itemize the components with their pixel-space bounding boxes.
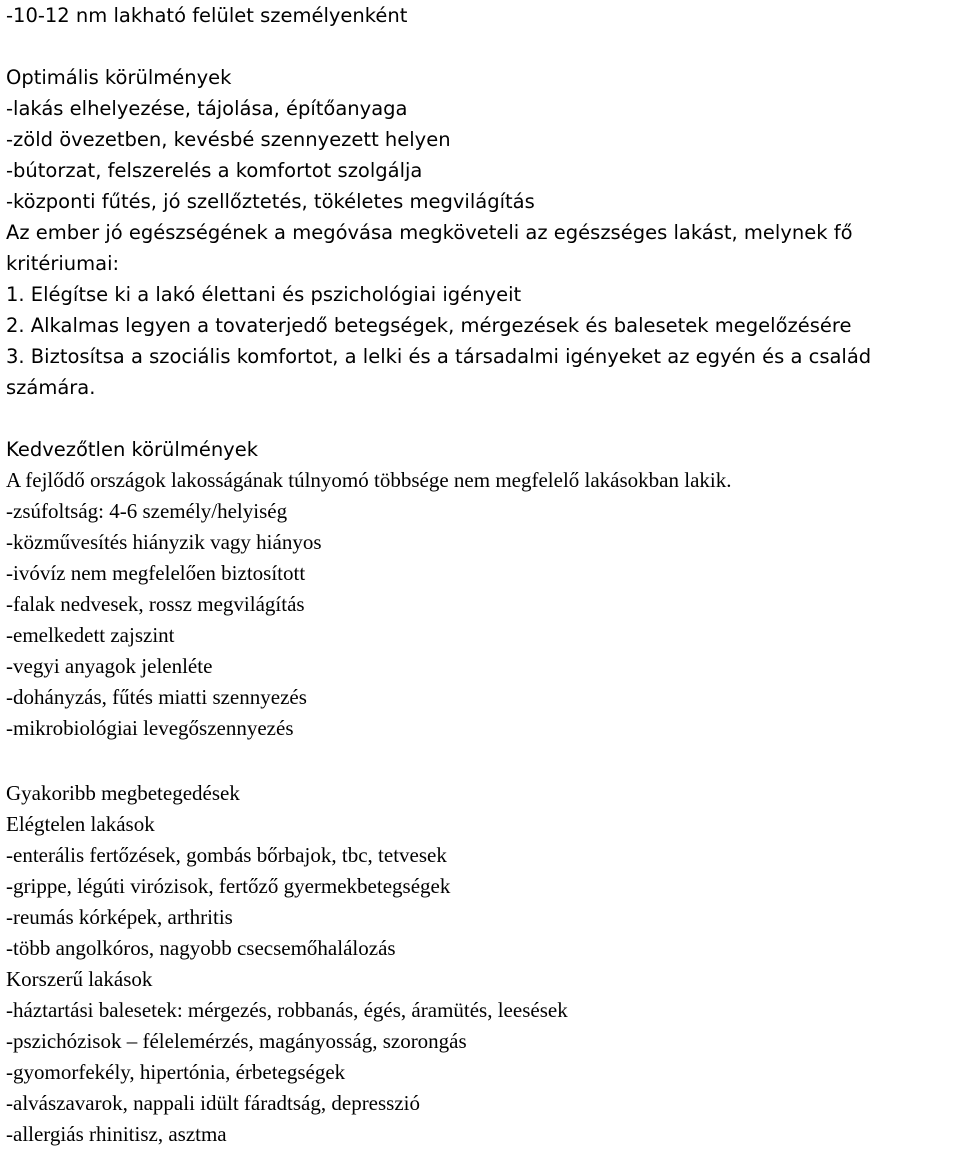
paragraph-line: kritériumai: bbox=[6, 252, 120, 275]
list-item: -központi fűtés, jó szellőztetés, tökéletes megvilágítás bbox=[6, 190, 535, 213]
spacer bbox=[6, 403, 954, 434]
list-item: -gyomorfekély, hipertónia, érbetegségek bbox=[6, 1060, 346, 1084]
section-heading-unfavorable: Kedvezőtlen körülmények bbox=[6, 438, 259, 461]
list-item: -mikrobiológiai levegőszennyezés bbox=[6, 716, 294, 740]
list-item: -falak nedvesek, rossz megvilágítás bbox=[6, 592, 305, 616]
paragraph-line: A fejlődő országok lakosságának túlnyomó többsége nem megfelelő lakásokban lakik. bbox=[6, 468, 732, 492]
numbered-item: 2. Alkalmas legyen a tovaterjedő betegségek, mérgezések és balesetek megelőzésére bbox=[6, 314, 852, 337]
subheading-modern-housing: Korszerű lakások bbox=[6, 967, 153, 991]
list-item: -zsúfoltság: 4-6 személy/helyiség bbox=[6, 499, 288, 523]
document-page bbox=[6, 0, 954, 1150]
section-heading-diseases: Gyakoribb megbetegedések bbox=[6, 781, 240, 805]
subheading-inadequate-housing: Elégtelen lakások bbox=[6, 812, 155, 836]
list-item: -reumás kórképek, arthritis bbox=[6, 905, 233, 929]
list-item: -vegyi anyagok jelenléte bbox=[6, 654, 213, 678]
list-item: -több angolkóros, nagyobb csecsemőhalálozás bbox=[6, 936, 396, 960]
list-item: -zöld övezetben, kevésbé szennyezett helyen bbox=[6, 128, 451, 151]
list-item: -ivóvíz nem megfelelően biztosított bbox=[6, 561, 306, 585]
intro-line: -10-12 nm lakható felület személyenként bbox=[6, 4, 408, 27]
list-item: -allergiás rhinitisz, asztma bbox=[6, 1122, 227, 1146]
list-item: -háztartási balesetek: mérgezés, robbanás, égés, áramütés, leesések bbox=[6, 998, 568, 1022]
list-item: -enterális fertőzések, gombás bőrbajok, tbc, tetvesek bbox=[6, 843, 447, 867]
list-item: -dohányzás, fűtés miatti szennyezés bbox=[6, 685, 307, 709]
spacer bbox=[6, 31, 954, 62]
list-item: -bútorzat, felszerelés a komfortot szolgálja bbox=[6, 159, 423, 182]
list-item: -pszichózisok – félelemérzés, magányosság, szorongás bbox=[6, 1029, 467, 1053]
list-item: -lakás elhelyezése, tájolása, építőanyaga bbox=[6, 97, 408, 120]
section-heading-optimal: Optimális körülmények bbox=[6, 66, 232, 89]
numbered-item-continued: számára. bbox=[6, 376, 96, 399]
list-item: -grippe, légúti virózisok, fertőző gyermekbetegségek bbox=[6, 874, 451, 898]
list-item: -alvászavarok, nappali idült fáradtság, depresszió bbox=[6, 1091, 421, 1115]
list-item: -emelkedett zajszint bbox=[6, 623, 175, 647]
paragraph-line: Az ember jó egészségének a megóvása megköveteli az egészséges lakást, melynek fő bbox=[6, 221, 853, 244]
numbered-item: 1. Elégítse ki a lakó élettani és pszichológiai igényeit bbox=[6, 283, 522, 306]
numbered-item: 3. Biztosítsa a szociális komfortot, a lelki és a társadalmi igényeket az egyén és a család bbox=[6, 345, 872, 368]
spacer bbox=[6, 744, 954, 778]
list-item: -közművesítés hiányzik vagy hiányos bbox=[6, 530, 322, 554]
